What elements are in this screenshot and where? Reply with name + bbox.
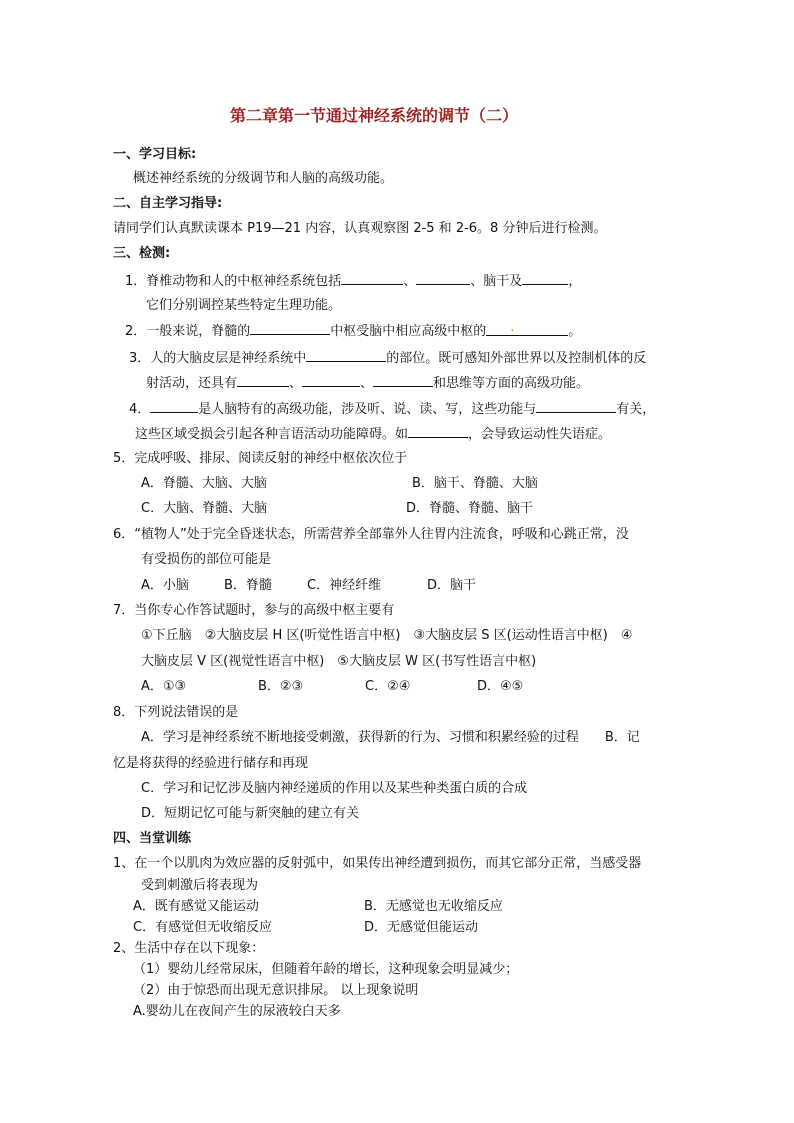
question-5-stem: 5．完成呼吸、排尿、阅读反射的神经中枢依次位于 bbox=[113, 451, 408, 466]
answer-blank bbox=[150, 400, 198, 413]
q3-text-e: 、 bbox=[360, 376, 374, 391]
q4-text-a: 4． bbox=[129, 402, 151, 417]
q1-text-d: ， bbox=[568, 274, 582, 289]
answer-blank bbox=[341, 272, 403, 285]
q2-text-a: 2．一般来说，脊髓的 bbox=[125, 324, 251, 339]
answer-blank bbox=[373, 374, 433, 387]
option-b: B．②③ bbox=[258, 679, 304, 694]
question-7-stem: 7．当你专心作答试题时，参与的高级中枢主要有 bbox=[113, 603, 395, 618]
question-1-line-1 bbox=[125, 272, 581, 291]
question-4-line-1 bbox=[129, 400, 655, 419]
option-d: D．④⑤ bbox=[477, 679, 524, 694]
answer-blank bbox=[522, 272, 568, 285]
q2-text-b: 中枢受脑中相应高级中枢的 bbox=[330, 324, 487, 339]
section-heading-goals: 一、学习目标: bbox=[113, 147, 197, 162]
option-d: D．脊髓、脊髓、脑干 bbox=[406, 501, 534, 516]
answer-blank bbox=[237, 374, 289, 387]
option-a: A．既有感觉又能运动 bbox=[133, 899, 259, 914]
option-b: B．脊髓 bbox=[224, 578, 272, 593]
option-a-line-2: 忆是将获得的经验进行储存和再现 bbox=[113, 756, 309, 771]
mark-dot: · bbox=[510, 324, 515, 339]
practice-1-stem-line-1: 1、在一个以肌肉为效应器的反射弧中，如果传出神经遭到损伤，而其它部分正常，当感受器 bbox=[113, 856, 642, 871]
option-a: A．小脑 bbox=[141, 578, 189, 593]
practice-2-stem: 2、生活中存在以下现象： bbox=[113, 941, 265, 956]
option-c: C．有感觉但无收缩反应 bbox=[133, 920, 273, 935]
question-7-items-line-1: ①下丘脑 ②大脑皮层 H 区(听觉性语言中枢) ③大脑皮层 S 区(运动性语言中枢) ④ bbox=[141, 628, 633, 643]
q4-text-d: 这些区域受损会引起各种言语活动功能障碍。如 bbox=[135, 427, 409, 442]
practice-2-phenomenon-1: （1）婴幼儿经常尿床，但随着年龄的增长，这种现象会明显减少； bbox=[133, 962, 519, 977]
question-3-line-1 bbox=[129, 349, 646, 368]
question-4-line-2 bbox=[135, 425, 611, 444]
option-d: D．脑干 bbox=[427, 578, 477, 593]
question-7-items-line-2: 大脑皮层 V 区(视觉性语言中枢) ⑤大脑皮层 W 区(书写性语言中枢) bbox=[141, 654, 537, 669]
practice-2-phenomenon-2: （2）由于惊恐而出现无意识排尿。 以上现象说明 bbox=[133, 983, 419, 998]
question-8-stem: 8．下列说法错误的是 bbox=[113, 705, 239, 720]
page-title: 第二章第一节通过神经系统的调节（二） bbox=[230, 106, 519, 125]
answer-blank bbox=[408, 425, 468, 438]
option-a-line-1: A．学习是神经系统不断地接受刺激，获得新的行为、习惯和积累经验的过程 B．记 bbox=[141, 730, 640, 745]
option-c: C．大脑、脊髓、大脑 bbox=[141, 501, 268, 516]
answer-blank bbox=[416, 272, 470, 285]
option-c: C．学习和记忆涉及脑内神经递质的作用以及某些种类蛋白质的合成 bbox=[141, 781, 528, 796]
option-d: D．无感觉但能运动 bbox=[364, 920, 479, 935]
q3-text-b: 的部位。既可感知外部世界以及控制机体的反 bbox=[386, 351, 647, 366]
section-heading-test: 三、检测: bbox=[113, 246, 171, 261]
option-c: C．②④ bbox=[365, 679, 411, 694]
answer-blank bbox=[250, 322, 330, 335]
option-a: A.婴幼儿在夜间产生的尿液较白天多 bbox=[133, 1004, 341, 1019]
guide-text: 请同学们认真默读课本 P19—21 内容，认真观察图 2-5 和 2-6。8 分钟后进行检测。 bbox=[113, 221, 607, 236]
question-2 bbox=[125, 322, 581, 341]
question-6-stem-line-2: 有受损伤的部位可能是 bbox=[141, 552, 272, 567]
q4-text-b: 是人脑特有的高级功能，涉及听、说、读、写，这些功能与 bbox=[198, 402, 537, 417]
q2-text-c: 。 bbox=[568, 324, 582, 339]
q3-text-a: 3．人的大脑皮层是神经系统中 bbox=[129, 351, 307, 366]
section-heading-guide: 二、自主学习指导: bbox=[113, 196, 223, 211]
q1-text-a: 1．脊椎动物和人的中枢神经系统包括 bbox=[125, 274, 342, 289]
q3-text-d: 、 bbox=[289, 376, 303, 391]
goals-text: 概述神经系统的分级调节和人脑的高级功能。 bbox=[133, 171, 394, 186]
answer-blank bbox=[486, 323, 568, 339]
practice-1-stem-line-2: 受到刺激后将表现为 bbox=[141, 878, 259, 893]
option-c: C．神经纤维 bbox=[307, 578, 382, 593]
q1-text-b: 、 bbox=[403, 274, 417, 289]
answer-blank bbox=[306, 349, 386, 362]
question-3-line-2 bbox=[146, 374, 589, 393]
q1-text-c: 、脑干及 bbox=[470, 274, 523, 289]
question-6-stem-line-1: 6．“植物人”处于完全昏迷状态，所需营养全部靠外人往胃内注流食，呼吸和心跳正常，没 bbox=[113, 527, 629, 542]
q3-text-c: 射活动，还具有 bbox=[146, 376, 238, 391]
q3-text-f: 和思维等方面的高级功能。 bbox=[433, 376, 590, 391]
q4-text-e: ，会导致运动性失语症。 bbox=[468, 427, 612, 442]
answer-blank bbox=[302, 374, 360, 387]
option-b: B．无感觉也无收缩反应 bbox=[364, 899, 503, 914]
option-a: A．脊髓、大脑、大脑 bbox=[141, 476, 267, 491]
question-1-line-2: 它们分别调控某些特定生理功能。 bbox=[146, 298, 342, 313]
option-a: A．①③ bbox=[141, 679, 187, 694]
option-d: D．短期记忆可能与新突触的建立有关 bbox=[141, 806, 360, 821]
section-heading-practice: 四、当堂训练 bbox=[113, 831, 192, 846]
answer-blank bbox=[536, 400, 616, 413]
option-b: B．脑干、脊髓、大脑 bbox=[412, 476, 538, 491]
q4-text-c: 有关， bbox=[616, 402, 656, 417]
